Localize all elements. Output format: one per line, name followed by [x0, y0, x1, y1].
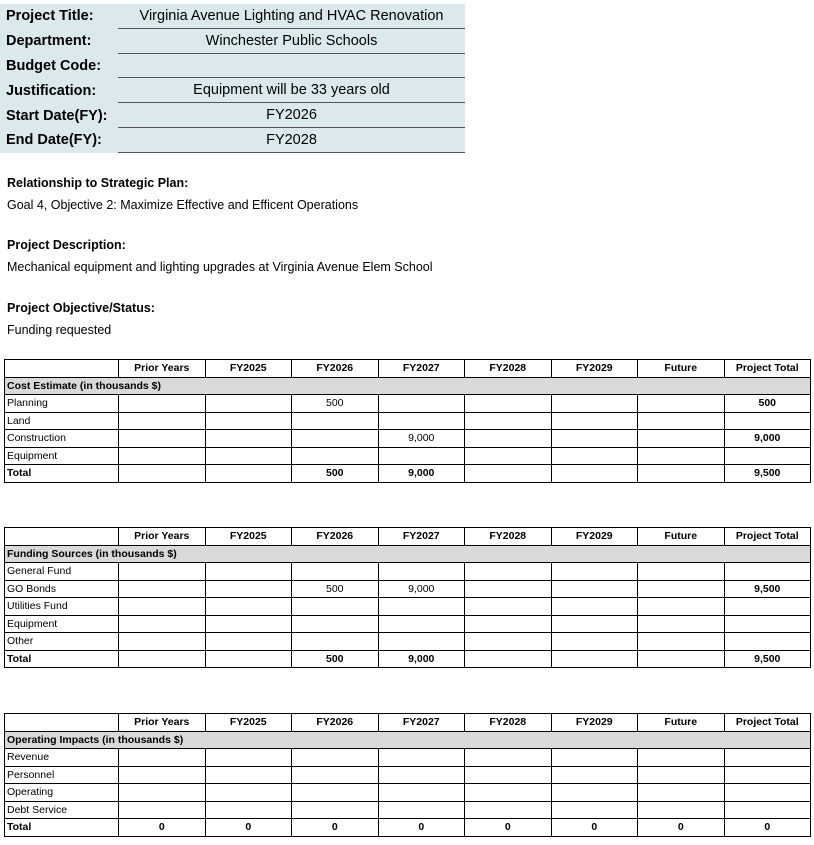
value-cell	[551, 749, 638, 767]
value-cell	[378, 598, 465, 616]
strategic-plan-text: Goal 4, Objective 2: Maximize Effective and Efficent Operations	[7, 198, 359, 212]
funding-sources-table	[4, 527, 811, 668]
value-cell	[205, 430, 292, 448]
value-cell: 9,500	[724, 650, 811, 668]
value-cell	[205, 749, 292, 767]
value-cell	[378, 633, 465, 651]
value-cell: 0	[465, 819, 552, 837]
column-header: Future	[638, 714, 725, 732]
value-cell	[465, 465, 552, 483]
table-header-row	[5, 360, 811, 378]
value-cell: 500	[292, 650, 379, 668]
column-header: Future	[638, 528, 725, 546]
value-cell	[119, 598, 206, 616]
value-cell	[292, 633, 379, 651]
value-cell	[724, 749, 811, 767]
value-cell	[292, 615, 379, 633]
value-cell	[119, 801, 206, 819]
column-header: FY2028	[465, 360, 552, 378]
column-header: Project Total	[724, 528, 811, 546]
value-cell: 9,000	[378, 580, 465, 598]
value-cell	[205, 580, 292, 598]
table-row	[5, 766, 811, 784]
value-cell	[119, 766, 206, 784]
value-cell	[205, 801, 292, 819]
description-heading: Project Description:	[7, 238, 126, 252]
row-label: Equipment	[5, 615, 119, 633]
column-header: FY2029	[551, 714, 638, 732]
value-cell	[465, 563, 552, 581]
value-cell	[205, 447, 292, 465]
value-cell	[378, 615, 465, 633]
table-row	[5, 633, 811, 651]
value-cell	[292, 447, 379, 465]
value-cell	[378, 784, 465, 802]
value-cell	[465, 447, 552, 465]
category-row	[5, 545, 811, 563]
value-cell	[205, 784, 292, 802]
value-cell	[119, 447, 206, 465]
column-header: FY2025	[205, 714, 292, 732]
value-cell: 0	[119, 819, 206, 837]
table-row	[5, 395, 811, 413]
value-cell	[465, 749, 552, 767]
row-label: Revenue	[5, 749, 119, 767]
column-header: FY2026	[292, 528, 379, 546]
table-row	[5, 430, 811, 448]
row-label: Operating	[5, 784, 119, 802]
value-cell: 9,000	[724, 430, 811, 448]
value-cell	[205, 395, 292, 413]
value-cell	[119, 615, 206, 633]
value-cell	[119, 749, 206, 767]
value-cell	[378, 563, 465, 581]
value-cell: 9,500	[724, 465, 811, 483]
value-cell	[465, 633, 552, 651]
value-cell	[119, 784, 206, 802]
value-cell	[551, 447, 638, 465]
cost-estimate-table	[4, 359, 811, 483]
value-cell	[465, 615, 552, 633]
column-header: FY2029	[551, 528, 638, 546]
table-row	[5, 801, 811, 819]
row-label: Debt Service	[5, 801, 119, 819]
category-label: Operating Impacts (in thousands $)	[5, 731, 811, 749]
value-cell	[465, 580, 552, 598]
column-header: Prior Years	[119, 360, 206, 378]
value-cell	[551, 650, 638, 668]
value-cell	[551, 633, 638, 651]
table-row	[5, 580, 811, 598]
column-header: Project Total	[724, 714, 811, 732]
value-cell	[551, 465, 638, 483]
table-row	[5, 447, 811, 465]
value-cell	[638, 447, 725, 465]
header-value: Winchester Public Schools	[118, 29, 465, 54]
value-cell	[465, 412, 552, 430]
value-cell	[638, 650, 725, 668]
value-cell	[551, 580, 638, 598]
value-cell	[638, 580, 725, 598]
value-cell	[465, 766, 552, 784]
value-cell	[119, 650, 206, 668]
table-row	[5, 819, 811, 837]
value-cell	[119, 412, 206, 430]
table-header-row	[5, 528, 811, 546]
value-cell	[638, 801, 725, 819]
value-cell	[638, 633, 725, 651]
value-cell: 0	[205, 819, 292, 837]
table-row	[5, 465, 811, 483]
value-cell: 9,000	[378, 465, 465, 483]
value-cell	[551, 784, 638, 802]
value-cell	[551, 563, 638, 581]
value-cell	[724, 784, 811, 802]
row-label: Total	[5, 819, 119, 837]
column-header: FY2025	[205, 528, 292, 546]
strategic-plan-heading: Relationship to Strategic Plan:	[7, 176, 189, 190]
value-cell	[119, 395, 206, 413]
value-cell	[724, 447, 811, 465]
value-cell	[638, 430, 725, 448]
row-label: Equipment	[5, 447, 119, 465]
table-row	[5, 749, 811, 767]
value-cell	[551, 615, 638, 633]
column-header: FY2028	[465, 528, 552, 546]
row-label: GO Bonds	[5, 580, 119, 598]
value-cell	[292, 766, 379, 784]
header-label: Department:	[6, 33, 92, 50]
value-cell	[378, 412, 465, 430]
value-cell	[638, 598, 725, 616]
value-cell	[638, 749, 725, 767]
value-cell	[465, 801, 552, 819]
value-cell	[378, 447, 465, 465]
category-label: Funding Sources (in thousands $)	[5, 545, 811, 563]
column-header: Prior Years	[119, 714, 206, 732]
row-label: Construction	[5, 430, 119, 448]
value-cell	[205, 563, 292, 581]
value-cell: 500	[292, 580, 379, 598]
table-row	[5, 598, 811, 616]
value-cell: 500	[292, 395, 379, 413]
value-cell	[205, 766, 292, 784]
header-row	[0, 4, 465, 29]
description-text: Mechanical equipment and lighting upgrades at Virginia Avenue Elem School	[7, 260, 433, 274]
value-cell	[378, 801, 465, 819]
row-label: Other	[5, 633, 119, 651]
value-cell	[292, 412, 379, 430]
value-cell: 9,000	[378, 650, 465, 668]
table-row	[5, 650, 811, 668]
value-cell	[205, 465, 292, 483]
table-header-row	[5, 714, 811, 732]
value-cell	[724, 766, 811, 784]
header-value: Equipment will be 33 years old	[118, 78, 465, 103]
header-label: Project Title:	[6, 8, 94, 25]
value-cell	[292, 749, 379, 767]
value-cell	[119, 633, 206, 651]
column-header: FY2025	[205, 360, 292, 378]
value-cell	[205, 412, 292, 430]
value-cell	[292, 801, 379, 819]
value-cell: 0	[551, 819, 638, 837]
value-cell: 0	[638, 819, 725, 837]
column-header: Future	[638, 360, 725, 378]
header-row	[0, 78, 465, 103]
strategic-plan-section	[7, 176, 188, 190]
value-cell	[638, 563, 725, 581]
column-header: FY2026	[292, 360, 379, 378]
column-header: FY2028	[465, 714, 552, 732]
value-cell: 0	[378, 819, 465, 837]
header-label: Budget Code:	[6, 57, 102, 74]
value-cell	[551, 430, 638, 448]
header-blank-cell	[5, 360, 119, 378]
objective-heading: Project Objective/Status:	[7, 301, 155, 315]
value-cell	[119, 430, 206, 448]
header-label: Justification:	[6, 82, 97, 99]
value-cell	[119, 563, 206, 581]
value-cell	[205, 598, 292, 616]
value-cell	[292, 563, 379, 581]
header-label: End Date(FY):	[6, 132, 102, 149]
row-label: Personnel	[5, 766, 119, 784]
value-cell	[205, 633, 292, 651]
category-row	[5, 377, 811, 395]
value-cell	[724, 801, 811, 819]
value-cell	[465, 395, 552, 413]
description-section	[7, 238, 126, 252]
value-cell	[119, 580, 206, 598]
objective-section	[7, 301, 155, 315]
column-header: Prior Years	[119, 528, 206, 546]
header-label: Start Date(FY):	[6, 107, 108, 124]
value-cell	[205, 615, 292, 633]
value-cell	[638, 395, 725, 413]
value-cell	[551, 801, 638, 819]
table-row	[5, 784, 811, 802]
header-blank-cell	[5, 714, 119, 732]
value-cell	[638, 766, 725, 784]
value-cell	[378, 749, 465, 767]
row-label: General Fund	[5, 563, 119, 581]
value-cell	[119, 465, 206, 483]
value-cell	[551, 412, 638, 430]
value-cell	[292, 430, 379, 448]
header-value: Virginia Avenue Lighting and HVAC Renovation	[118, 4, 465, 29]
column-header: FY2027	[378, 528, 465, 546]
column-header: FY2026	[292, 714, 379, 732]
table-row	[5, 412, 811, 430]
value-cell	[724, 633, 811, 651]
column-header: FY2027	[378, 360, 465, 378]
value-cell	[724, 615, 811, 633]
value-cell	[292, 784, 379, 802]
operating-impacts-table	[4, 713, 811, 837]
header-row	[0, 103, 465, 128]
value-cell	[205, 650, 292, 668]
value-cell: 0	[724, 819, 811, 837]
header-row	[0, 29, 465, 54]
value-cell	[724, 598, 811, 616]
header-row	[0, 54, 465, 79]
value-cell: 9,000	[378, 430, 465, 448]
value-cell: 500	[724, 395, 811, 413]
header-value: FY2028	[118, 128, 465, 153]
value-cell: 9,500	[724, 580, 811, 598]
column-header: FY2029	[551, 360, 638, 378]
value-cell	[638, 465, 725, 483]
category-label: Cost Estimate (in thousands $)	[5, 377, 811, 395]
value-cell	[465, 650, 552, 668]
header-blank-cell	[5, 528, 119, 546]
header-value: FY2026	[118, 103, 465, 128]
row-label: Utilities Fund	[5, 598, 119, 616]
category-row	[5, 731, 811, 749]
value-cell	[292, 598, 379, 616]
value-cell	[378, 395, 465, 413]
value-cell: 500	[292, 465, 379, 483]
value-cell	[551, 598, 638, 616]
value-cell	[378, 766, 465, 784]
value-cell	[551, 395, 638, 413]
table-row	[5, 615, 811, 633]
column-header: FY2027	[378, 714, 465, 732]
row-label: Total	[5, 650, 119, 668]
row-label: Planning	[5, 395, 119, 413]
value-cell	[638, 412, 725, 430]
header-row	[0, 128, 465, 153]
value-cell	[724, 412, 811, 430]
row-label: Total	[5, 465, 119, 483]
value-cell	[465, 598, 552, 616]
value-cell	[551, 766, 638, 784]
value-cell	[465, 784, 552, 802]
table-row	[5, 563, 811, 581]
column-header: Project Total	[724, 360, 811, 378]
row-label: Land	[5, 412, 119, 430]
value-cell	[638, 784, 725, 802]
header-value	[118, 54, 465, 79]
value-cell	[724, 563, 811, 581]
value-cell: 0	[292, 819, 379, 837]
value-cell	[638, 615, 725, 633]
value-cell	[465, 430, 552, 448]
objective-text: Funding requested	[7, 323, 112, 337]
project-header	[0, 4, 465, 153]
